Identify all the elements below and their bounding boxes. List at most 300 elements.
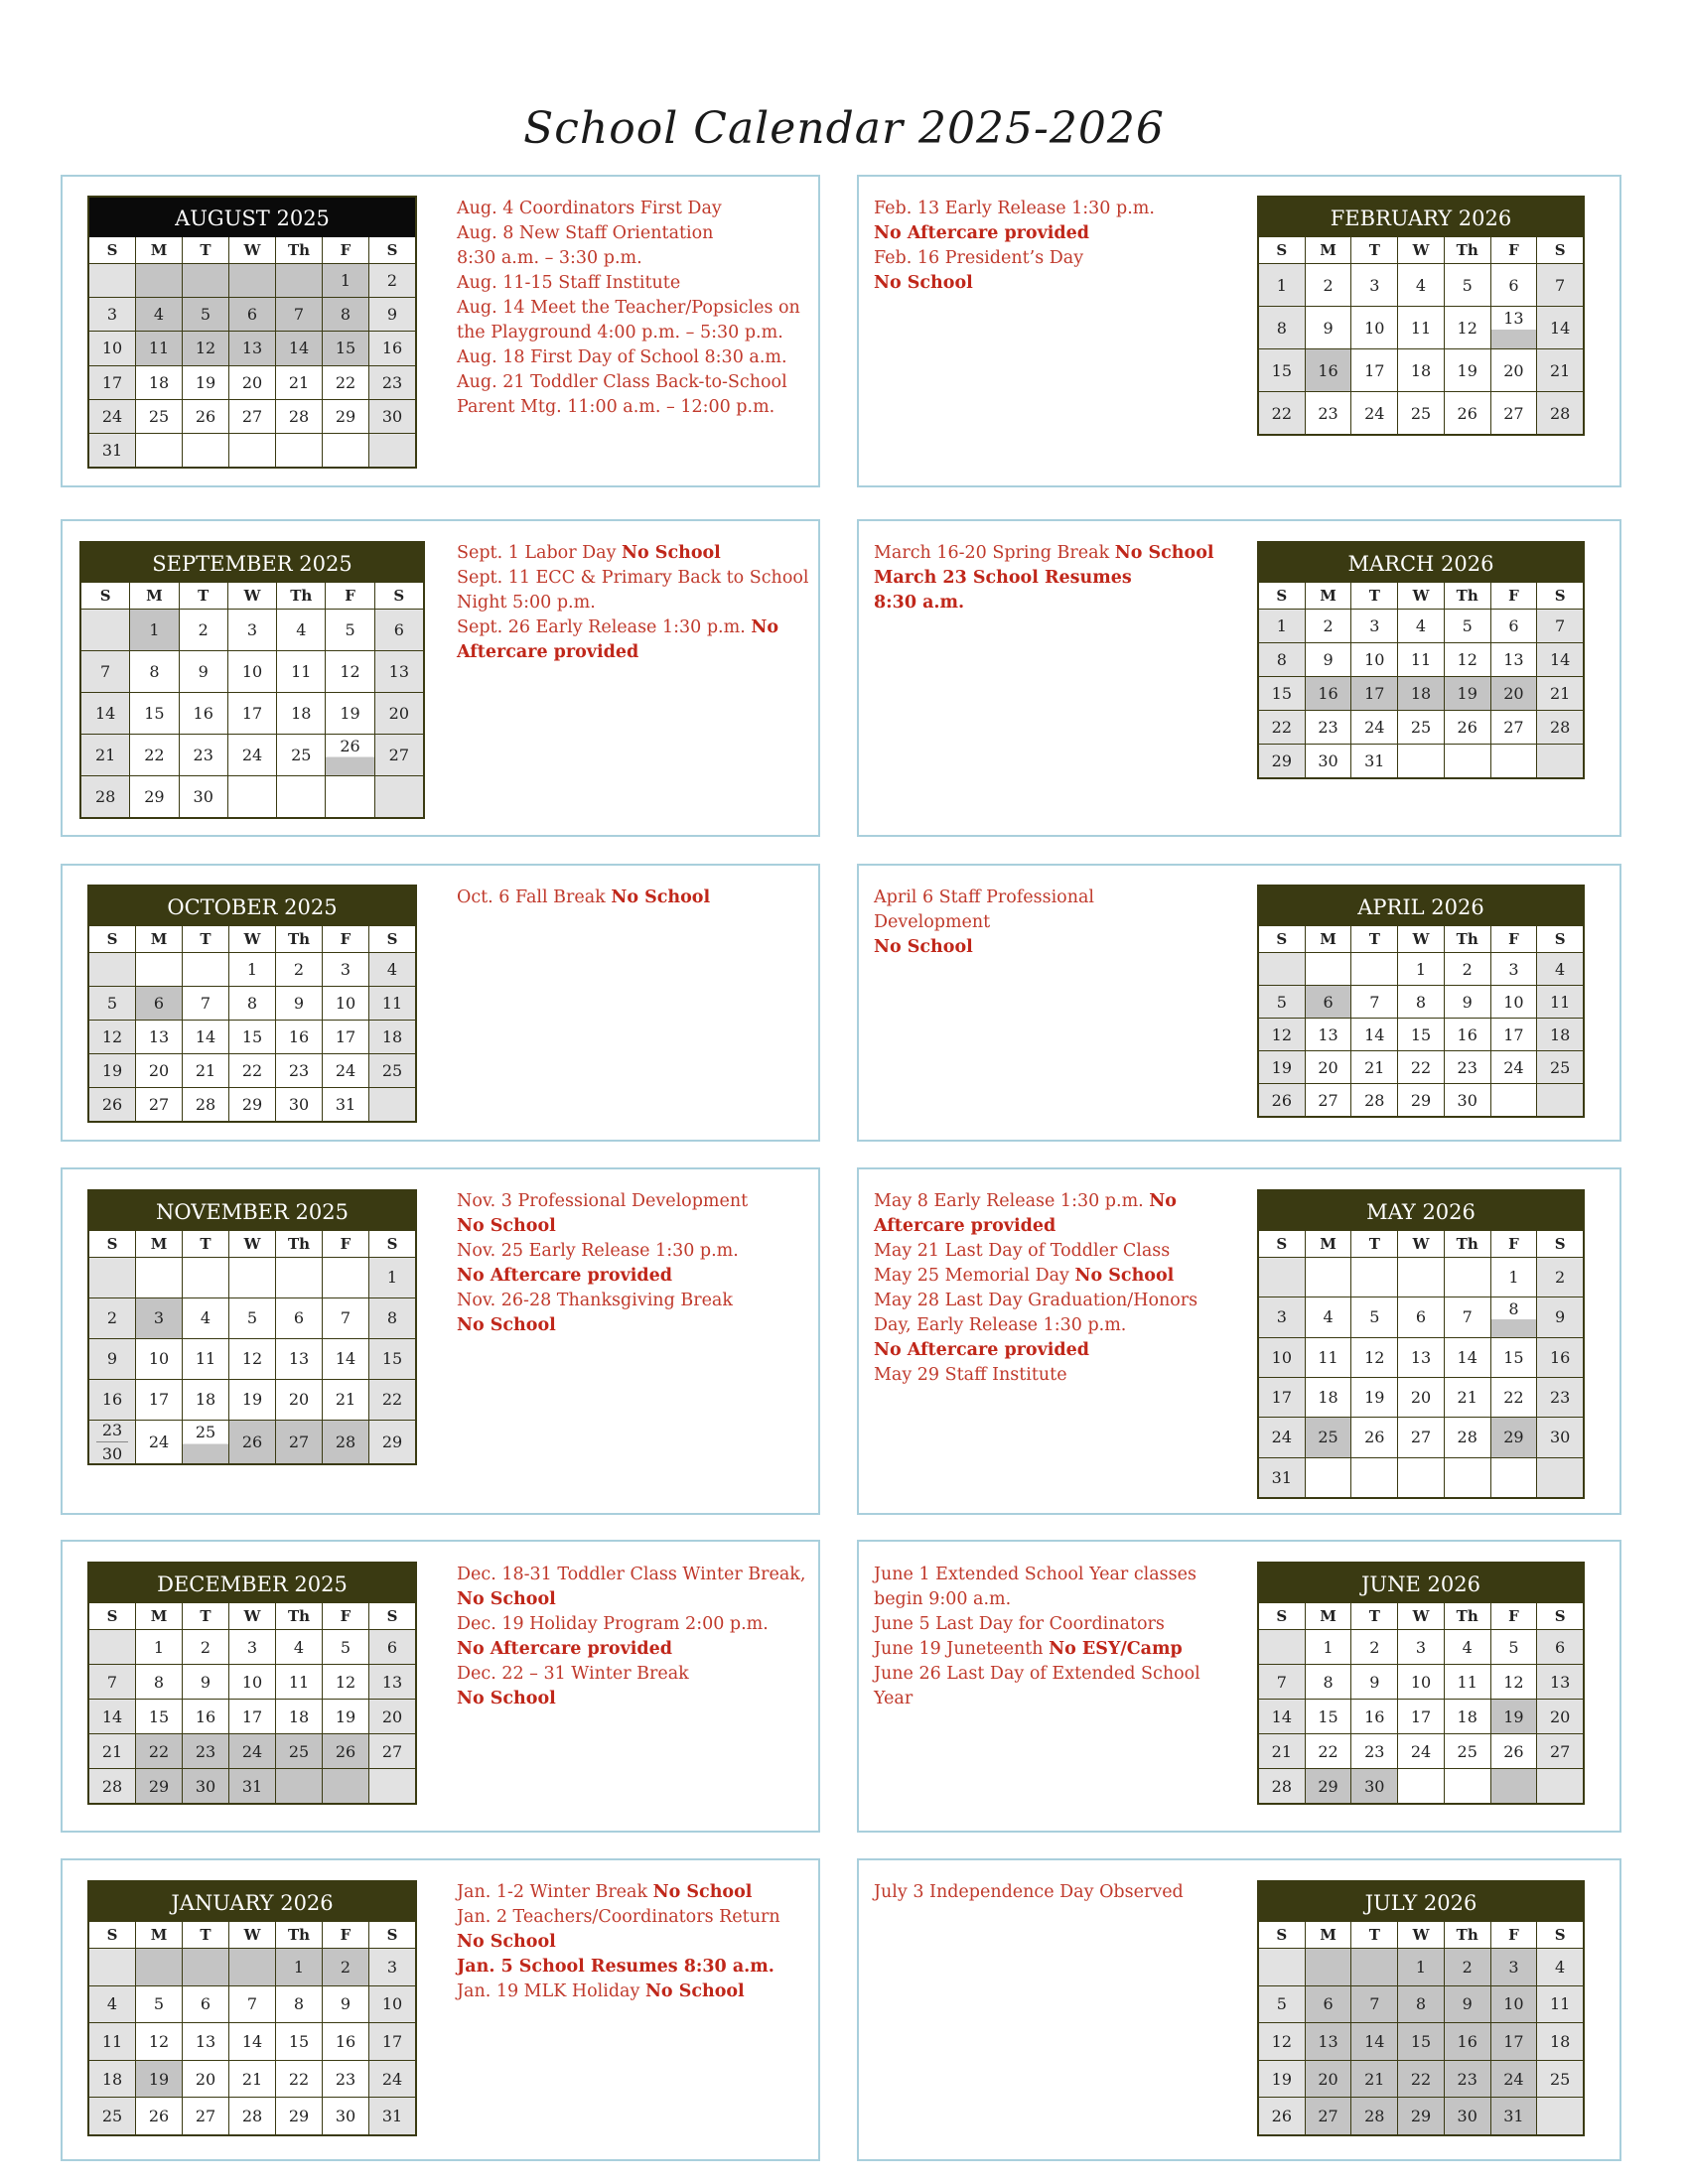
day-cell: 10 xyxy=(1351,307,1397,348)
note-line xyxy=(457,1637,805,1662)
note-emphasis: No School xyxy=(457,1689,556,1708)
month-header: SEPTEMBER 2025 xyxy=(81,543,423,583)
day-cell: 30 xyxy=(183,1769,228,1803)
day-cell: 21 xyxy=(81,735,129,775)
weekday-header: S xyxy=(375,583,423,609)
day-cell: 24 xyxy=(369,2061,415,2098)
day-cell: 9 xyxy=(180,651,227,692)
day-cell: 24 xyxy=(323,1054,368,1087)
day-cell: 19 xyxy=(1445,677,1490,710)
day-cell: 1 xyxy=(1259,264,1305,306)
day-cell: 26 xyxy=(183,400,228,433)
weekday-header: W xyxy=(229,1603,275,1629)
day-cell: 3 xyxy=(1351,264,1397,306)
note-emphasis: No School xyxy=(644,1981,745,2001)
note-line xyxy=(457,1687,805,1711)
day-cell: 2 xyxy=(180,610,227,650)
weekday-header: Th xyxy=(1445,583,1490,609)
note-line xyxy=(874,1338,1197,1363)
calendar-october xyxy=(87,885,417,1123)
day-grid xyxy=(89,1922,415,2134)
day-cell xyxy=(89,953,135,986)
day-cell: 28 xyxy=(183,1088,228,1121)
day-cell: 27 xyxy=(369,1734,415,1768)
note-text: Year xyxy=(874,1689,914,1708)
day-cell: 26 xyxy=(1351,1418,1397,1456)
day-grid xyxy=(89,1603,415,1803)
note-text: Feb. 16 President’s Day xyxy=(874,248,1084,268)
day-cell: 13 xyxy=(1491,307,1537,348)
calendar-july xyxy=(1257,1880,1585,2136)
day-cell: 5 xyxy=(136,1986,182,2023)
day-cell: 12 xyxy=(1351,1338,1397,1377)
note-emphasis: No Aftercare provided xyxy=(457,1266,672,1286)
day-cell xyxy=(228,776,276,817)
day-cell: 20 xyxy=(276,1380,322,1420)
month-header: DECEMBER 2025 xyxy=(89,1564,415,1603)
note-text: May 29 Staff Institute xyxy=(874,1365,1067,1385)
day-cell xyxy=(1351,1949,1397,1985)
weekday-header: W xyxy=(1398,583,1444,609)
weekday-header: S xyxy=(1537,237,1583,263)
day-grid xyxy=(1259,1231,1583,1497)
day-cell xyxy=(183,1258,228,1297)
day-cell xyxy=(1491,1084,1537,1116)
day-cell: 13 xyxy=(375,651,423,692)
day-cell xyxy=(1445,1458,1490,1497)
day-cell: 16 xyxy=(1306,349,1351,391)
day-cell: 18 xyxy=(183,1380,228,1420)
month-header: AUGUST 2025 xyxy=(89,198,415,237)
day-cell xyxy=(1537,1769,1583,1803)
day-cell: 28 xyxy=(1351,1084,1397,1116)
day-cell: 11 xyxy=(1445,1665,1490,1699)
day-cell: 17 xyxy=(229,1700,275,1733)
day-cell: 19 xyxy=(1445,349,1490,391)
day-cell: 5 xyxy=(1259,986,1305,1018)
day-cell: 28 xyxy=(276,400,322,433)
day-cell: 14 xyxy=(1351,1019,1397,1050)
day-cell: 6 xyxy=(375,610,423,650)
day-cell: 7 xyxy=(1537,264,1583,306)
day-cell: 27 xyxy=(229,400,275,433)
weekday-header: S xyxy=(369,1922,415,1948)
weekday-header: M xyxy=(136,1603,182,1629)
day-cell: 16 xyxy=(1445,1019,1490,1050)
day-cell: 22 xyxy=(1398,1051,1444,1083)
weekday-header: W xyxy=(1398,1922,1444,1948)
weekday-header: W xyxy=(228,583,276,609)
calendar-march xyxy=(1257,541,1585,779)
day-cell xyxy=(323,1258,368,1297)
weekday-header: F xyxy=(1491,237,1537,263)
day-cell: 14 xyxy=(1259,1700,1305,1733)
month-header: JANUARY 2026 xyxy=(89,1882,415,1922)
day-cell: 5 xyxy=(183,298,228,331)
day-cell: 2 xyxy=(183,1630,228,1664)
day-cell xyxy=(1398,1258,1444,1297)
day-cell: 1 xyxy=(229,953,275,986)
day-cell: 18 xyxy=(276,1700,322,1733)
day-cell: 22 xyxy=(130,735,178,775)
day-cell: 22 xyxy=(369,1380,415,1420)
day-cell: 15 xyxy=(136,1700,182,1733)
day-cell: 19 xyxy=(136,2061,182,2098)
day-cell xyxy=(369,1769,415,1803)
day-cell: 26 xyxy=(136,2098,182,2134)
note-line xyxy=(874,1214,1197,1239)
note-emphasis: No School xyxy=(1074,1266,1175,1286)
day-cell: 5 xyxy=(1259,1986,1305,2023)
day-cell: 4 xyxy=(1537,953,1583,985)
notes-november xyxy=(457,1189,748,1338)
day-cell: 6 xyxy=(276,1298,322,1338)
day-cell: 1 xyxy=(323,264,368,297)
day-cell xyxy=(323,1769,368,1803)
day-cell: 21 xyxy=(1537,349,1583,391)
day-cell: 13 xyxy=(276,1339,322,1379)
day-cell: 9 xyxy=(276,987,322,1020)
day-cell: 30 xyxy=(276,1088,322,1121)
day-cell: 11 xyxy=(1537,986,1583,1018)
weekday-header: T xyxy=(183,1231,228,1257)
day-cell xyxy=(1491,1458,1537,1497)
month-header: MARCH 2026 xyxy=(1259,543,1583,583)
day-cell: 3 xyxy=(369,1949,415,1985)
note-text: Dec. 18-31 Toddler Class Winter Break, xyxy=(457,1565,806,1584)
weekday-header: Th xyxy=(276,1922,322,1948)
day-cell: 25 xyxy=(1398,392,1444,434)
notes-september xyxy=(457,541,809,665)
day-cell xyxy=(1351,1458,1397,1497)
day-cell: 3 xyxy=(136,1298,182,1338)
note-emphasis: No xyxy=(751,617,778,637)
day-cell: 23 xyxy=(1445,2061,1490,2098)
weekday-header: M xyxy=(1306,926,1351,952)
day-cell: 21 xyxy=(1445,1378,1490,1417)
day-cell: 24 xyxy=(1398,1734,1444,1768)
weekday-header: W xyxy=(1398,926,1444,952)
weekday-header: W xyxy=(1398,1603,1444,1629)
note-line xyxy=(457,1587,805,1612)
weekday-header: S xyxy=(1537,1231,1583,1257)
weekday-header: T xyxy=(1351,583,1397,609)
day-cell: 5 xyxy=(323,1630,368,1664)
day-cell: 12 xyxy=(1445,643,1490,676)
note-line xyxy=(457,321,800,345)
day-cell: 16 xyxy=(89,1380,135,1420)
weekday-header: F xyxy=(1491,583,1537,609)
day-cell xyxy=(229,434,275,467)
day-cell: 24 xyxy=(228,735,276,775)
day-cell: 26 xyxy=(1491,1734,1537,1768)
notes-january xyxy=(457,1880,780,2004)
day-grid xyxy=(89,926,415,1121)
day-cell: 7 xyxy=(81,651,129,692)
day-cell: 19 xyxy=(1259,1051,1305,1083)
day-cell: 29 xyxy=(1306,1769,1351,1803)
day-cell xyxy=(136,434,182,467)
day-cell: 17 xyxy=(136,1380,182,1420)
day-cell: 8 xyxy=(130,651,178,692)
day-cell: 13 xyxy=(369,1665,415,1699)
day-cell: 27 xyxy=(1491,392,1537,434)
note-text: May 25 Memorial Day xyxy=(874,1266,1075,1286)
day-cell xyxy=(326,776,373,817)
day-cell: 12 xyxy=(1491,1665,1537,1699)
note-line xyxy=(874,1662,1200,1687)
day-cell: 10 xyxy=(1491,1986,1537,2023)
note-line xyxy=(457,615,809,640)
weekday-header: F xyxy=(1491,926,1537,952)
day-cell: 12 xyxy=(1259,1019,1305,1050)
month-header: FEBRUARY 2026 xyxy=(1259,198,1583,237)
day-number: 30 xyxy=(101,1443,123,1463)
weekday-header: F xyxy=(323,1231,368,1257)
day-cell: 26 xyxy=(1445,392,1490,434)
day-cell: 4 xyxy=(1537,1949,1583,1985)
note-line xyxy=(457,1214,748,1239)
note-line xyxy=(874,221,1155,246)
weekday-header: S xyxy=(369,1231,415,1257)
day-cell: 17 xyxy=(1259,1378,1305,1417)
day-cell: 9 xyxy=(1351,1665,1397,1699)
note-text: Jan. 1-2 Winter Break xyxy=(457,1882,653,1902)
day-cell: 20 xyxy=(369,1700,415,1733)
day-cell: 15 xyxy=(1259,677,1305,710)
note-line xyxy=(874,197,1155,221)
weekday-header: T xyxy=(183,237,228,263)
note-line xyxy=(457,395,800,420)
day-cell: 14 xyxy=(1445,1338,1490,1377)
day-grid xyxy=(89,1231,415,1463)
day-cell xyxy=(1491,1769,1537,1803)
day-cell: 10 xyxy=(1259,1338,1305,1377)
note-line xyxy=(457,1880,780,1905)
weekday-header: T xyxy=(180,583,227,609)
note-line xyxy=(457,1563,805,1587)
day-cell: 17 xyxy=(323,1021,368,1053)
note-line xyxy=(874,1687,1200,1711)
weekday-header: T xyxy=(1351,1231,1397,1257)
day-cell: 15 xyxy=(1259,349,1305,391)
day-cell: 24 xyxy=(1491,2061,1537,2098)
day-cell: 9 xyxy=(369,298,415,331)
day-cell: 20 xyxy=(1491,349,1537,391)
day-cell: 1 xyxy=(130,610,178,650)
day-cell: 2 xyxy=(369,264,415,297)
notes-june xyxy=(874,1563,1200,1711)
day-cell: 14 xyxy=(183,1021,228,1053)
weekday-header: S xyxy=(369,1603,415,1629)
day-cell: 23 xyxy=(180,735,227,775)
note-emphasis: No School xyxy=(457,1216,556,1236)
day-cell: 9 xyxy=(183,1665,228,1699)
day-cell: 17 xyxy=(228,693,276,734)
day-cell: 10 xyxy=(369,1986,415,2023)
day-number: 23 xyxy=(101,1420,123,1439)
day-cell xyxy=(1306,1258,1351,1297)
day-cell xyxy=(277,776,325,817)
note-text: March 16-20 Spring Break xyxy=(874,543,1115,563)
note-line xyxy=(874,1264,1197,1289)
weekday-header: M xyxy=(136,1231,182,1257)
day-cell: 29 xyxy=(130,776,178,817)
day-cell: 6 xyxy=(1491,264,1537,306)
note-text: Night 5:00 p.m. xyxy=(457,593,596,613)
day-cell: 24 xyxy=(229,1734,275,1768)
day-cell: 12 xyxy=(89,1021,135,1053)
day-grid xyxy=(1259,926,1583,1116)
day-cell: 27 xyxy=(375,735,423,775)
day-cell: 17 xyxy=(1351,349,1397,391)
day-cell: 28 xyxy=(229,2098,275,2134)
day-cell: 19 xyxy=(323,1700,368,1733)
weekday-header: Th xyxy=(276,926,322,952)
day-cell: 18 xyxy=(1306,1378,1351,1417)
note-text: July 3 Independence Day Observed xyxy=(874,1882,1184,1902)
day-cell xyxy=(1537,2098,1583,2134)
calendar-february xyxy=(1257,196,1585,436)
day-cell: 31 xyxy=(369,2098,415,2134)
day-cell: 25 xyxy=(1445,1734,1490,1768)
note-emphasis: No Aftercare provided xyxy=(874,1340,1089,1360)
note-text: May 28 Last Day Graduation/Honors xyxy=(874,1291,1198,1310)
day-cell: 1 xyxy=(1259,610,1305,642)
day-cell xyxy=(1537,1458,1583,1497)
day-cell xyxy=(136,953,182,986)
weekday-header: M xyxy=(1306,583,1351,609)
day-cell: 30 xyxy=(180,776,227,817)
day-cell: 25 xyxy=(277,735,325,775)
note-emphasis: No School xyxy=(874,273,973,293)
day-cell: 26 xyxy=(229,1421,275,1463)
day-cell: 21 xyxy=(1537,677,1583,710)
day-cell: 25 xyxy=(1537,2061,1583,2098)
day-cell: 12 xyxy=(1259,2023,1305,2060)
day-cell: 3 xyxy=(89,298,135,331)
day-cell: 1 xyxy=(276,1949,322,1985)
day-cell xyxy=(89,1421,135,1463)
day-cell: 1 xyxy=(1398,953,1444,985)
day-cell: 13 xyxy=(1398,1338,1444,1377)
day-cell: 2 xyxy=(1306,610,1351,642)
weekday-header: S xyxy=(89,926,135,952)
day-cell: 6 xyxy=(229,298,275,331)
day-cell xyxy=(1398,745,1444,777)
day-cell: 11 xyxy=(1398,643,1444,676)
day-cell: 30 xyxy=(1445,1084,1490,1116)
notes-july xyxy=(874,1880,1184,1905)
day-cell: 24 xyxy=(1351,711,1397,744)
notes-april xyxy=(874,886,1094,960)
day-cell: 5 xyxy=(1491,1630,1537,1664)
day-cell: 4 xyxy=(89,1986,135,2023)
day-cell: 19 xyxy=(89,1054,135,1087)
weekday-header: M xyxy=(136,926,182,952)
note-line xyxy=(874,910,1094,935)
note-text: Feb. 13 Early Release 1:30 p.m. xyxy=(874,199,1155,218)
day-cell: 29 xyxy=(369,1421,415,1463)
weekday-header: M xyxy=(1306,1603,1351,1629)
weekday-header: S xyxy=(1259,237,1305,263)
day-cell: 29 xyxy=(1398,2098,1444,2134)
day-cell: 8 xyxy=(1491,1297,1537,1336)
day-cell: 31 xyxy=(229,1769,275,1803)
day-cell: 2 xyxy=(276,953,322,986)
day-cell xyxy=(276,434,322,467)
day-cell: 17 xyxy=(1491,2023,1537,2060)
note-text: June 26 Last Day of Extended School xyxy=(874,1664,1200,1684)
day-cell: 12 xyxy=(136,2023,182,2060)
day-cell: 22 xyxy=(1306,1734,1351,1768)
day-cell: 26 xyxy=(323,1734,368,1768)
day-cell: 21 xyxy=(1351,2061,1397,2098)
day-cell xyxy=(1259,1630,1305,1664)
weekday-header: S xyxy=(1259,1603,1305,1629)
calendar-april xyxy=(1257,885,1585,1118)
note-line xyxy=(457,370,800,395)
note-line xyxy=(874,935,1094,960)
day-cell: 27 xyxy=(1306,1084,1351,1116)
day-cell: 21 xyxy=(89,1734,135,1768)
day-cell xyxy=(1445,1258,1490,1297)
day-cell: 29 xyxy=(1259,745,1305,777)
day-cell: 2 xyxy=(1445,953,1490,985)
day-cell: 27 xyxy=(276,1421,322,1463)
day-cell: 1 xyxy=(369,1258,415,1297)
day-cell: 7 xyxy=(229,1986,275,2023)
day-cell: 12 xyxy=(326,651,373,692)
day-cell: 28 xyxy=(1445,1418,1490,1456)
day-cell: 19 xyxy=(229,1380,275,1420)
day-cell: 15 xyxy=(229,1021,275,1053)
day-cell: 31 xyxy=(323,1088,368,1121)
day-cell: 23 xyxy=(369,366,415,399)
day-cell: 22 xyxy=(136,1734,182,1768)
day-cell xyxy=(89,1630,135,1664)
day-cell xyxy=(89,1949,135,1985)
day-cell: 9 xyxy=(1445,1986,1490,2023)
day-cell: 15 xyxy=(323,332,368,364)
day-cell: 23 xyxy=(183,1734,228,1768)
day-cell: 12 xyxy=(323,1665,368,1699)
note-line xyxy=(457,1612,805,1637)
note-line xyxy=(874,541,1214,566)
day-cell: 11 xyxy=(1537,1986,1583,2023)
notes-may xyxy=(874,1189,1197,1388)
day-cell: 30 xyxy=(1537,1418,1583,1456)
note-text: Nov. 26-28 Thanksgiving Break xyxy=(457,1291,733,1310)
note-line xyxy=(457,1955,780,1979)
weekday-header: S xyxy=(1537,1922,1583,1948)
day-cell: 18 xyxy=(1398,677,1444,710)
day-cell: 10 xyxy=(228,651,276,692)
note-emphasis: No School xyxy=(652,1882,753,1902)
note-emphasis: Jan. 5 School Resumes 8:30 a.m. xyxy=(457,1957,774,1977)
note-text: June 1 Extended School Year classes xyxy=(874,1565,1196,1584)
day-cell: 5 xyxy=(89,987,135,1020)
day-grid xyxy=(81,583,423,817)
note-emphasis: March 23 School Resumes xyxy=(874,568,1132,588)
day-cell: 6 xyxy=(1398,1297,1444,1336)
day-cell: 30 xyxy=(1351,1769,1397,1803)
day-cell: 29 xyxy=(136,1769,182,1803)
note-line xyxy=(457,1189,748,1214)
note-line xyxy=(874,1880,1184,1905)
day-cell xyxy=(323,434,368,467)
weekday-header: T xyxy=(1351,1603,1397,1629)
